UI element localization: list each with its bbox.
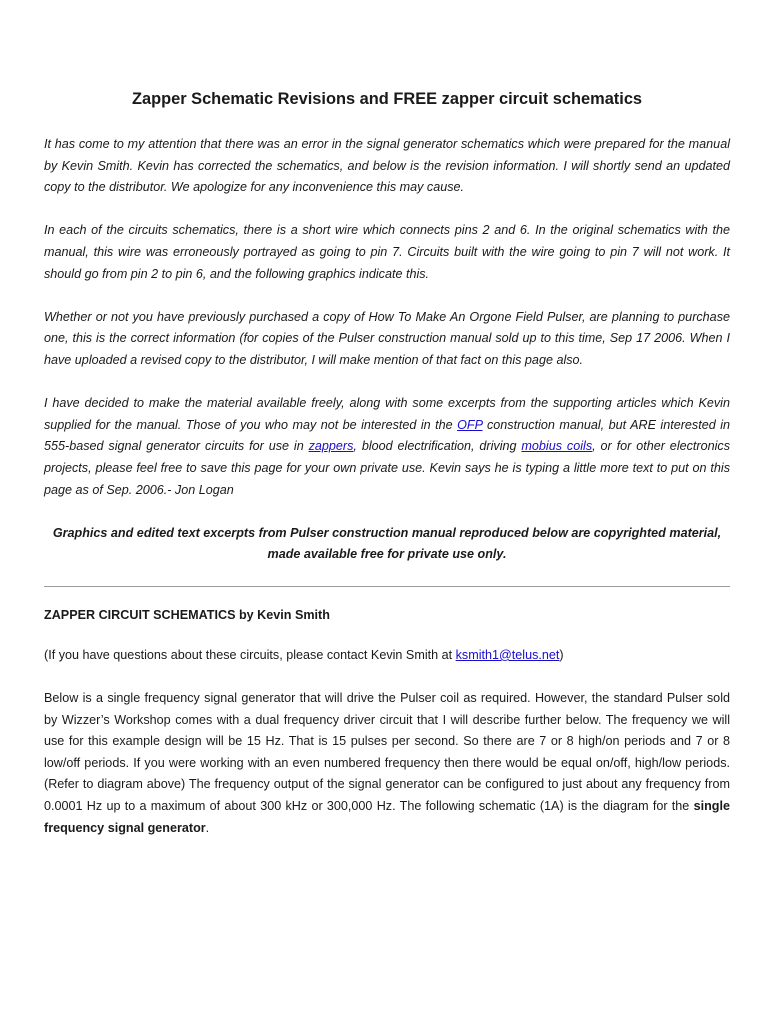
body-text-end: . (205, 820, 210, 835)
section-divider (44, 586, 730, 587)
contact-text-after: ) (559, 647, 564, 662)
free-material-text-4: , or for other electronics projects, please feel free to save this page for your own private use. Kevin says he is typing a little more text to put on this page as of Sep. 2006.- Jon Logan (44, 439, 731, 497)
mobius-coils-link[interactable]: mobius coils (521, 439, 593, 454)
contact-text-before: (If you have questions about these circuits, please contact Kevin Smith at (44, 647, 456, 662)
body-bold-term: single frequency signal generator (44, 799, 730, 835)
contact-paragraph (44, 645, 730, 667)
body-text: Below is a single frequency signal generator that will drive the Pulser coil as required. However, the standard Pulser sold by Wizzer’s Workshop comes with a dual frequency driver circuit that I will describe further below. The frequency we will use for this example design will be 15 Hz. That is 15 pulses per second. So there are 7 or 8 high/on periods and 7 or 8 low/off periods. If you were working with an even numbered frequency then there would be equal on/off, high/low periods. (Refer to diagram above) The frequency output of the signal generator can be configured to just about any frequency from 0.0001 Hz up to a maximum of about 300 kHz or 300,000 Hz. The following schematic (1A) is the diagram for the (44, 691, 730, 814)
zappers-link[interactable]: zappers (308, 439, 354, 454)
document-page (44, 88, 730, 861)
intro-paragraph-free-material (44, 393, 730, 501)
intro-paragraph-wire-correction: In each of the circuits schematics, there is a short wire which connects pins 2 and 6. In the original schematics with the manual, this wire was erroneously portrayed as going to pin 7. Circuits built with the wire going to pin 7 will not work. It should go from pin 2 to pin 6, and the following graphics indicate this. (44, 223, 730, 281)
copyright-notice: Graphics and edited text excerpts from Pulser construction manual reproduced below are copyrighted material, made available free for private use only. (52, 525, 722, 562)
free-material-text-2: construction manual, but ARE interested in 555-based signal generator circuits for use in (44, 417, 730, 454)
free-material-text-1: I have decided to make the material available freely, along with some excerpts from the supporting articles which Kevin supplied for the manual. Those of you who may not be interested in the (44, 396, 730, 432)
body-paragraph (44, 688, 730, 839)
free-material-text-3: , blood electrification, driving (353, 439, 522, 454)
section-heading: ZAPPER CIRCUIT SCHEMATICS by Kevin Smith (44, 607, 330, 622)
intro-paragraph-error-notice: It has come to my attention that there was an error in the signal generator schematics which were prepared for the manual by Kevin Smith. Kevin has corrected the schematics, and below is the revision information. I will shortly send an updated copy to the distributor. We apologize for any inconvenience this may cause. (44, 137, 730, 195)
ofp-link[interactable]: OFP (457, 417, 483, 432)
page-title: Zapper Schematic Revisions and FREE zapper circuit schematics (131, 90, 643, 108)
intro-paragraph-manual-info: Whether or not you have previously purchased a copy of How To Make An Orgone Field Pulser, are planning to purchase one, this is the correct information (for copies of the Pulser construction manual sold up to this time, Sep 17 2006. When I have uploaded a revised copy to the distributor, I will make mention of that fact on this page also. (44, 309, 730, 367)
email-link[interactable]: ksmith1@telus.net (455, 647, 560, 662)
